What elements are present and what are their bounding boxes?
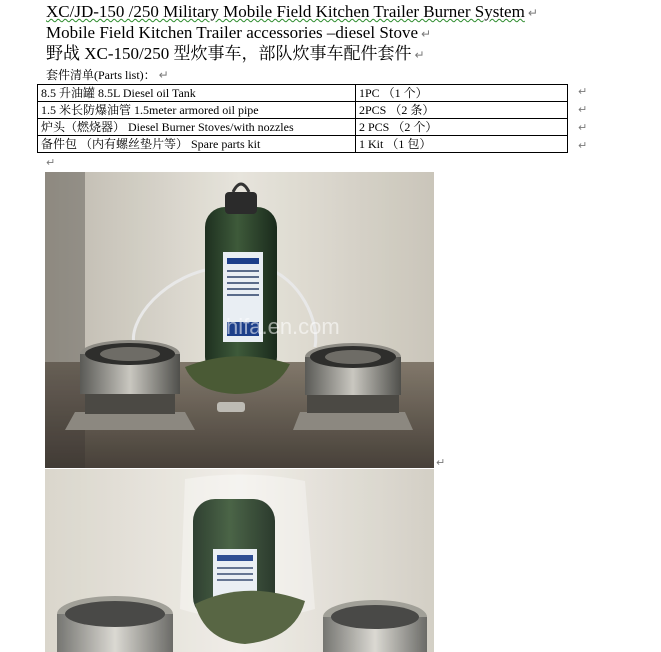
heading-line-1-text: XC/JD-150 /250 Military Mobile Field Kitchen Trailer Burner System — [46, 2, 525, 21]
table-row — [38, 85, 568, 102]
paragraph-mark: ↵ — [421, 27, 432, 41]
product-photo-packaged — [45, 469, 434, 652]
heading-line-2 — [46, 23, 431, 44]
heading-line-1 — [46, 2, 538, 23]
heading-line-2-text: Mobile Field Kitchen Trailer accessories –diesel Stove — [46, 23, 419, 42]
paragraph-mark: ↵ — [436, 456, 446, 469]
parts-item-cell: 炉头（燃烧器） Diesel Burner Stoves/with nozzles — [38, 119, 356, 136]
paragraph-mark: ↵ — [46, 156, 56, 169]
parts-qty-cell: 1PC （1 个） — [356, 85, 568, 102]
product-photo-assembled — [45, 172, 434, 468]
parts-qty-cell: 2 PCS （2 个） — [356, 119, 568, 136]
table-row — [38, 102, 568, 119]
watermark-text: hifa.en.com — [226, 314, 340, 339]
row-end-mark: ↵ — [578, 139, 588, 152]
parts-item-cell: 1.5 米长防爆油管 1.5meter armored oil pipe — [38, 102, 356, 119]
parts-item-cell: 8.5 升油罐 8.5L Diesel oil Tank — [38, 85, 356, 102]
parts-table — [37, 84, 568, 153]
parts-list-label — [46, 67, 169, 83]
paragraph-mark: ↵ — [158, 68, 169, 82]
parts-item-cell: 备件包 （内有螺丝垫片等） Spare parts kit — [38, 136, 356, 153]
parts-qty-cell: 1 Kit （1 包） — [356, 136, 568, 153]
product-photo-packaged-image — [45, 469, 434, 652]
paragraph-mark: ↵ — [414, 48, 425, 62]
paragraph-mark: ↵ — [527, 6, 538, 20]
row-end-mark: ↵ — [578, 85, 588, 98]
heading-line-3 — [46, 44, 425, 65]
parts-list-label-text: 套件清单(Parts list)： — [46, 68, 156, 82]
row-end-mark: ↵ — [578, 103, 588, 116]
table-row — [38, 136, 568, 153]
parts-qty-cell: 2PCS （2 条） — [356, 102, 568, 119]
row-end-mark: ↵ — [578, 121, 588, 134]
heading-line-3-text: 野战 XC-150/250 型炊事车，部队炊事车配件套件 — [46, 44, 412, 63]
table-row — [38, 119, 568, 136]
